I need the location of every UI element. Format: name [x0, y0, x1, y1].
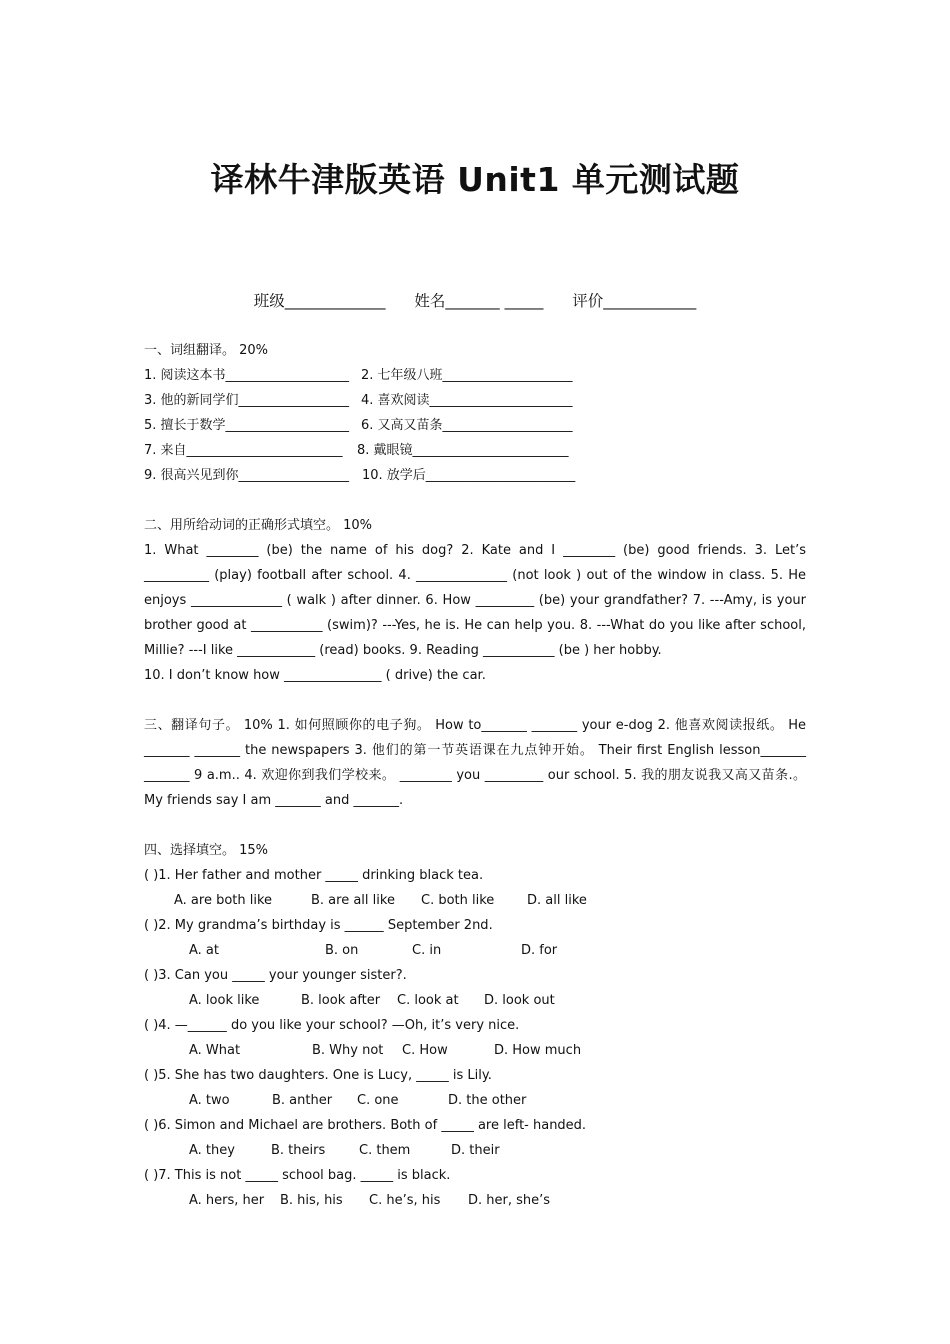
option: B. are all like — [311, 893, 395, 908]
page-title: 译林牛津版英语 Unit1 单元测试题 — [210, 160, 740, 199]
option: B. his, his — [280, 1193, 343, 1208]
option: C. How — [402, 1043, 448, 1058]
options-row — [144, 1138, 806, 1163]
option: C. look at — [397, 993, 459, 1008]
phrase-item: 10. 放学后_______________________ — [362, 468, 576, 483]
phrase-row — [144, 413, 806, 438]
class-field: 班级_____________ — [253, 292, 386, 310]
phrase-item: 4. 喜欢阅读______________________ — [361, 393, 573, 408]
phrase-item: 7. 来自________________________ — [144, 443, 343, 458]
student-info-line — [0, 289, 950, 311]
option: B. theirs — [271, 1143, 326, 1158]
option: B. Why not — [312, 1043, 384, 1058]
phrase-row — [144, 438, 806, 463]
option: A. at — [189, 943, 219, 958]
phrase-item: 5. 擅长于数学___________________ — [144, 418, 350, 433]
question: ( )5. She has two daughters. One is Lucy, _____ is Lily. — [144, 1068, 492, 1083]
option: A. hers, her — [189, 1193, 265, 1208]
option: C. in — [412, 943, 442, 958]
option: A. two — [189, 1093, 230, 1108]
question: ( )2. My grandma’s birthday is ______ September 2nd. — [144, 918, 493, 933]
question: ( )4. —______ do you like your school? —Oh, it’s very nice. — [144, 1018, 520, 1033]
option: D. for — [521, 943, 558, 958]
option: A. they — [189, 1143, 235, 1158]
options-row — [144, 1038, 806, 1063]
question: ( )7. This is not _____ school bag. _____ is black. — [144, 1168, 451, 1183]
name-field: 姓名_______ _____ — [414, 292, 544, 310]
option: A. are both like — [174, 893, 273, 908]
options-row — [144, 938, 806, 963]
phrase-item: 3. 他的新同学们_________________ — [144, 393, 350, 408]
option: D. her, she’s — [468, 1193, 551, 1208]
option: B. look after — [301, 993, 381, 1008]
phrase-row — [144, 388, 806, 413]
option: A. look like — [189, 993, 260, 1008]
phrase-item: 1. 阅读这本书___________________ — [144, 368, 350, 383]
option: B. anther — [272, 1093, 333, 1108]
options-row — [144, 888, 806, 913]
option: D. the other — [448, 1093, 527, 1108]
phrase-item: 8. 戴眼镜________________________ — [357, 443, 569, 458]
section2-heading: 二、用所给动词的正确形式填空。 10% — [144, 518, 373, 533]
option: C. both like — [421, 893, 495, 908]
options-row — [144, 1088, 806, 1113]
options-row — [144, 1188, 806, 1213]
option: A. What — [189, 1043, 241, 1058]
option: C. he’s, his — [369, 1193, 441, 1208]
phrase-row — [144, 463, 806, 488]
option: D. How much — [494, 1043, 582, 1058]
section2-paragraph: 1. What ________ (be) the name of his dog? 2. Kate and I ________ (be) good friends. 3. Let’s __________ (play) football after school. 4. ______________ (not look ) out of the window in class. 5. He enjoys ______________ ( walk ) after dinner. 6. How _________ (be) your grandfather? 7. ---Amy, is your brother good at ___________ (swim)? ---Yes, he is. He can help you. 8. ---What do you like after school, Millie? ---I like ____________ (read) books. 9. Reading ___________ (be ) her hobby. — [144, 543, 806, 658]
options-row — [144, 988, 806, 1013]
phrase-item: 6. 又高又苗条____________________ — [361, 418, 573, 433]
question: ( )6. Simon and Michael are brothers. Both of _____ are left- handed. — [144, 1118, 587, 1133]
option: D. their — [451, 1143, 500, 1158]
section4-heading: 四、选择填空。 15% — [144, 843, 269, 858]
option: C. them — [359, 1143, 411, 1158]
question: ( )1. Her father and mother _____ drinking black tea. — [144, 868, 484, 883]
option: B. on — [325, 943, 359, 958]
option: D. look out — [484, 993, 555, 1008]
phrase-item: 9. 很高兴见到你_________________ — [144, 468, 350, 483]
section3-paragraph: 三、翻译句子。 10% 1. 如何照顾你的电子狗。 How to_______ _______ your e-dog 2. 他喜欢阅读报纸。 He _______ _______ the newspapers 3. 他们的第一节英语课在九点钟开始。 Their first English lesson_______ _______ 9 a.m.. 4. 欢迎你到我们学校来。 ________ you _________ our school. 5. 我的朋友说我又高又苗条.。 My friends say I am _______ and _______. — [144, 718, 806, 808]
grade-field: 评价____________ — [572, 292, 697, 310]
phrase-item: 2. 七年级八班____________________ — [361, 368, 573, 383]
option: D. all like — [527, 893, 587, 908]
section2-last-line: 10. I don’t know how _______________ ( drive) the car. — [144, 668, 486, 683]
question: ( )3. Can you _____ your younger sister?. — [144, 968, 407, 983]
exam-content — [144, 338, 806, 1213]
phrase-row — [144, 363, 806, 388]
option: C. one — [357, 1093, 399, 1108]
section1-heading: 一、词组翻译。 20% — [144, 343, 269, 358]
